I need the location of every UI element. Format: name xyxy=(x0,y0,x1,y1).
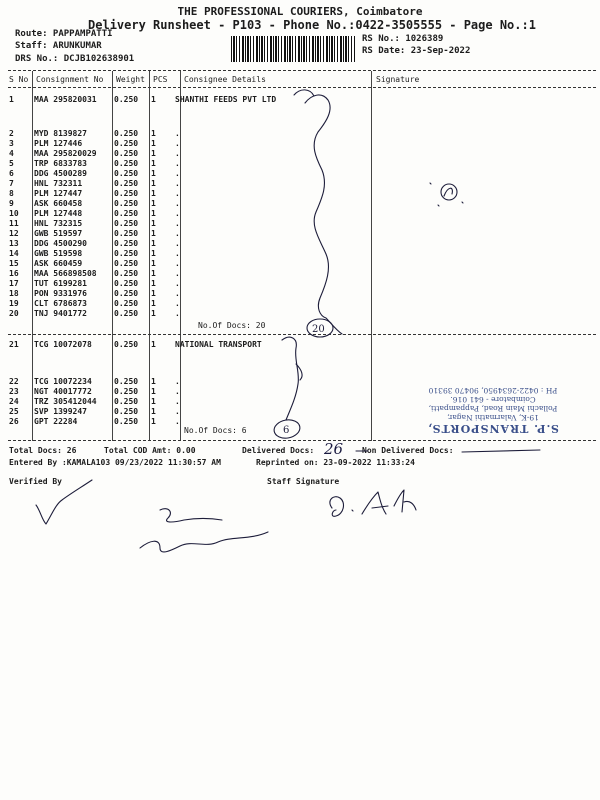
col-signature: Signature xyxy=(376,75,420,84)
row-consignee: . xyxy=(175,279,180,288)
col-sno: S No xyxy=(9,75,29,84)
row-sno: 16 xyxy=(9,269,19,278)
col-weight: Weight xyxy=(116,75,145,84)
signature-circle-mark xyxy=(441,184,457,200)
row-pcs: 1 xyxy=(151,139,156,148)
total-cod: Total COD Amt: 0.00 xyxy=(104,446,196,455)
row-consignee: . xyxy=(175,149,180,158)
row-consignment: TNJ 9401772 xyxy=(34,309,87,318)
company-title: THE PROFESSIONAL COURIERS, Coimbatore xyxy=(177,5,423,18)
row-sno: 1 xyxy=(9,95,14,104)
row-consignee: . xyxy=(175,407,180,416)
row-consignment: SVP 1399247 xyxy=(34,407,87,416)
row-weight: 0.250 xyxy=(114,169,139,178)
signature-stroke-group1 xyxy=(305,95,342,334)
row-pcs: 1 xyxy=(151,95,156,104)
row-pcs: 1 xyxy=(151,159,156,168)
row-weight: 0.250 xyxy=(114,229,139,238)
row-consignment: TRZ 305412044 xyxy=(34,397,97,406)
row-pcs: 1 xyxy=(151,407,156,416)
row-weight: 0.250 xyxy=(114,129,139,138)
row-pcs: 1 xyxy=(151,129,156,138)
row-sno: 25 xyxy=(9,407,19,416)
row-pcs: 1 xyxy=(151,289,156,298)
row-consignment: MAA 295820029 xyxy=(34,149,97,158)
row-consignment: DDG 4500290 xyxy=(34,239,87,248)
row-weight: 0.250 xyxy=(114,239,139,248)
row-sno: 26 xyxy=(9,417,19,426)
row-consignment: GWB 519597 xyxy=(34,229,83,238)
row-sno: 15 xyxy=(9,259,19,268)
verified-by-label: Verified By xyxy=(9,477,62,486)
row-sno: 8 xyxy=(9,189,14,198)
row-sno: 3 xyxy=(9,139,14,148)
row-weight: 0.250 xyxy=(114,179,139,188)
row-consignee: . xyxy=(175,239,180,248)
stamp-address-2: Pollachi Main Road, Pappampatti, xyxy=(428,404,558,413)
row-pcs: 1 xyxy=(151,169,156,178)
row-pcs: 1 xyxy=(151,209,156,218)
col-consignment: Consignment No xyxy=(36,75,104,84)
row-pcs: 1 xyxy=(151,309,156,318)
row-consignment: DDG 4500289 xyxy=(34,169,87,178)
stamp-address-3: Coimbatore - 641 016. xyxy=(450,395,536,404)
row-weight: 0.250 xyxy=(114,279,139,288)
row-pcs: 1 xyxy=(151,269,156,278)
delivered-docs-handwritten: 26 xyxy=(324,440,344,458)
row-weight: 0.250 xyxy=(114,377,139,386)
stamp-phone: PH : 0422-2634950, 90470 39310 xyxy=(428,386,558,395)
row-consignee: . xyxy=(175,249,180,258)
row-sno: 11 xyxy=(9,219,19,228)
row-consignee: . xyxy=(175,299,180,308)
stamp-address-1: 19-K, Valarmathi Nagar, xyxy=(447,413,539,422)
row-sno: 23 xyxy=(9,387,19,396)
row-consignee: . xyxy=(175,209,180,218)
row-consignment: HNL 732315 xyxy=(34,219,83,228)
row-pcs: 1 xyxy=(151,299,156,308)
row-pcs: 1 xyxy=(151,417,156,426)
row-consignee: . xyxy=(175,129,180,138)
row-sno: 9 xyxy=(9,199,14,208)
row-consignment: GWB 519598 xyxy=(34,249,83,258)
row-consignee: . xyxy=(175,179,180,188)
mark-20: 20 xyxy=(312,324,325,335)
row-consignee: . xyxy=(175,387,180,396)
row-weight: 0.250 xyxy=(114,95,139,104)
entered-by: Entered By :KAMALA103 09/23/2022 11:30:57 AM xyxy=(9,458,221,467)
row-sno: 24 xyxy=(9,397,19,406)
row-pcs: 1 xyxy=(151,249,156,258)
row-sno: 6 xyxy=(9,169,14,178)
staff: Staff: ARUNKUMAR xyxy=(15,41,102,51)
verified-scribble-2 xyxy=(160,509,222,522)
row-weight: 0.250 xyxy=(114,199,139,208)
row-sno: 10 xyxy=(9,209,19,218)
row-weight: 0.250 xyxy=(114,387,139,396)
row-weight: 0.250 xyxy=(114,269,139,278)
rs-date: RS Date: 23-Sep-2022 xyxy=(362,46,471,56)
group2-doc-count: No.Of Docs: 6 xyxy=(184,426,247,435)
row-pcs: 1 xyxy=(151,149,156,158)
row-consignee: . xyxy=(175,269,180,278)
row-consignment: NGT 40017772 xyxy=(34,387,92,396)
mark-6: 6 xyxy=(283,425,290,436)
row-weight: 0.250 xyxy=(114,139,139,148)
row-weight: 0.250 xyxy=(114,209,139,218)
row-sno: 14 xyxy=(9,249,19,258)
verified-scribble-3 xyxy=(140,532,268,552)
delivered-docs-label: Delivered Docs: xyxy=(242,446,315,455)
row-consignment: MAA 295820031 xyxy=(34,95,97,104)
row-pcs: 1 xyxy=(151,219,156,228)
row-consignment: PON 9331976 xyxy=(34,289,87,298)
row-consignee: . xyxy=(175,229,180,238)
col-pcs: PCS xyxy=(153,75,168,84)
row-pcs: 1 xyxy=(151,179,156,188)
row-consignment: TCG 10072234 xyxy=(34,377,92,386)
row-sno: 22 xyxy=(9,377,19,386)
row-consignee: . xyxy=(175,159,180,168)
runsheet-title: Delivery Runsheet - P103 - Phone No.:0422-3505555 - Page No.:1 xyxy=(88,18,536,32)
row-pcs: 1 xyxy=(151,279,156,288)
row-consignment: TCG 10072078 xyxy=(34,340,92,349)
row-consignment: CLT 6786873 xyxy=(34,299,87,308)
row-consignee: . xyxy=(175,259,180,268)
row-weight: 0.250 xyxy=(114,417,139,426)
row-sno: 13 xyxy=(9,239,19,248)
row-sno: 5 xyxy=(9,159,14,168)
row-consignee: . xyxy=(175,417,180,426)
row-weight: 0.250 xyxy=(114,249,139,258)
row-weight: 0.250 xyxy=(114,397,139,406)
row-weight: 0.250 xyxy=(114,149,139,158)
total-docs: Total Docs: 26 xyxy=(9,446,77,455)
row-weight: 0.250 xyxy=(114,309,139,318)
col-consignee: Consignee Details xyxy=(184,75,266,84)
row-sno: 12 xyxy=(9,229,19,238)
row-sno: 20 xyxy=(9,309,19,318)
row-consignee: . xyxy=(175,219,180,228)
row-consignment: ASK 660458 xyxy=(34,199,83,208)
row-consignment: PLM 127447 xyxy=(34,189,83,198)
row-consignee: . xyxy=(175,169,180,178)
row-pcs: 1 xyxy=(151,387,156,396)
row-weight: 0.250 xyxy=(114,219,139,228)
rs-number: RS No.: 1026389 xyxy=(362,34,444,44)
reprinted-on: Reprinted on: 23-09-2022 11:33:24 xyxy=(256,458,415,467)
row-consignee: . xyxy=(175,199,180,208)
row-consignee: . xyxy=(175,189,180,198)
row-pcs: 1 xyxy=(151,229,156,238)
non-delivered-docs: Non Delivered Docs: xyxy=(362,446,454,455)
row-weight: 0.250 xyxy=(114,340,139,349)
row-weight: 0.250 xyxy=(114,189,139,198)
row-consignee: SHANTHI FEEDS PVT LTD xyxy=(175,95,277,104)
row-consignment: PLM 127448 xyxy=(34,209,83,218)
row-consignment: TRP 6833783 xyxy=(34,159,87,168)
row-sno: 4 xyxy=(9,149,14,158)
row-consignment: GPT 22284 xyxy=(34,417,78,426)
route: Route: PAPPAMPATTI xyxy=(15,29,113,39)
staff-signature-stroke xyxy=(330,490,416,516)
row-consignment: PLM 127446 xyxy=(34,139,83,148)
group1-doc-count: No.Of Docs: 20 xyxy=(198,321,266,330)
row-sno: 17 xyxy=(9,279,19,288)
row-consignment: MAA 566898508 xyxy=(34,269,97,278)
row-pcs: 1 xyxy=(151,377,156,386)
verified-scribble-1 xyxy=(36,480,92,524)
row-consignment: MYD 8139827 xyxy=(34,129,87,138)
row-pcs: 1 xyxy=(151,259,156,268)
row-sno: 7 xyxy=(9,179,14,188)
row-consignment: ASK 660459 xyxy=(34,259,83,268)
row-weight: 0.250 xyxy=(114,159,139,168)
row-consignee: . xyxy=(175,309,180,318)
row-sno: 19 xyxy=(9,299,19,308)
row-weight: 0.250 xyxy=(114,299,139,308)
row-pcs: 1 xyxy=(151,199,156,208)
signature-stroke-group2 xyxy=(282,337,298,420)
row-consignment: HNL 732311 xyxy=(34,179,83,188)
row-pcs: 1 xyxy=(151,239,156,248)
row-weight: 0.250 xyxy=(114,289,139,298)
row-sno: 21 xyxy=(9,340,19,349)
row-weight: 0.250 xyxy=(114,407,139,416)
row-pcs: 1 xyxy=(151,340,156,349)
row-weight: 0.250 xyxy=(114,259,139,268)
row-consignee: . xyxy=(175,377,180,386)
stamp-name: S.P. TRANSPORTS, xyxy=(427,422,559,435)
row-consignee: . xyxy=(175,139,180,148)
staff-signature-label: Staff Signature xyxy=(267,477,340,486)
row-sno: 18 xyxy=(9,289,19,298)
drs-number: DRS No.: DCJB102638901 xyxy=(15,54,135,64)
row-pcs: 1 xyxy=(151,189,156,198)
row-consignee: . xyxy=(175,397,180,406)
row-consignment: TUT 6199281 xyxy=(34,279,87,288)
row-sno: 2 xyxy=(9,129,14,138)
row-pcs: 1 xyxy=(151,397,156,406)
row-consignee: . xyxy=(175,289,180,298)
row-consignee: NATIONAL TRANSPORT xyxy=(175,340,262,349)
